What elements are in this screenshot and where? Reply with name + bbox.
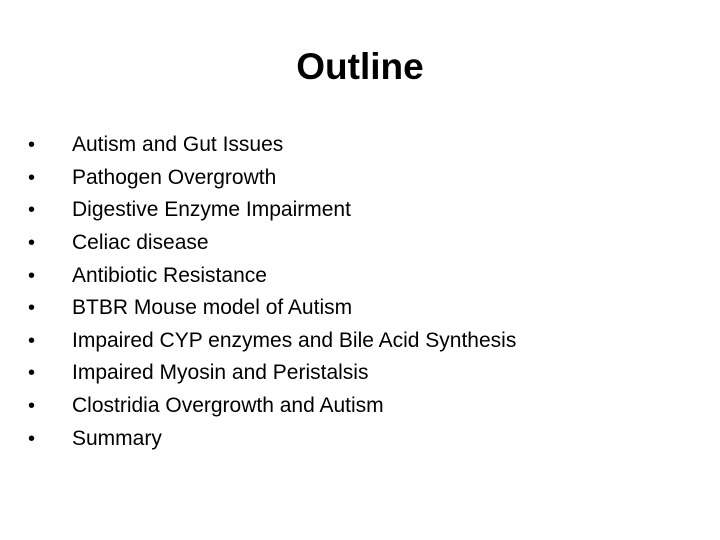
list-item-text: BTBR Mouse model of Autism	[72, 296, 353, 320]
list-item-text: Celiac disease	[72, 231, 209, 255]
bullet-icon: •	[28, 395, 36, 418]
bullet-list	[28, 129, 516, 455]
bullet-icon: •	[28, 362, 36, 385]
list-item-text: Impaired Myosin and Peristalsis	[72, 361, 369, 385]
bullet-icon: •	[28, 427, 36, 450]
bullet-icon: •	[28, 134, 36, 157]
list-item-text: Clostridia Overgrowth and Autism	[72, 394, 384, 418]
list-item	[28, 422, 516, 455]
list-item	[28, 162, 516, 195]
list-item	[28, 194, 516, 227]
list-item-text: Impaired CYP enzymes and Bile Acid Synthesis	[72, 328, 517, 352]
list-item-text: Summary	[72, 426, 162, 450]
list-item-text: Antibiotic Resistance	[72, 263, 267, 287]
list-item-text: Digestive Enzyme Impairment	[72, 198, 351, 222]
bullet-icon: •	[28, 232, 36, 255]
list-item	[28, 259, 516, 292]
bullet-icon: •	[28, 264, 36, 287]
list-item	[28, 129, 516, 162]
list-item-text: Autism and Gut Issues	[72, 133, 284, 157]
bullet-icon: •	[28, 297, 36, 320]
slide-title: Outline	[296, 46, 424, 87]
list-item	[28, 390, 516, 423]
list-item	[28, 227, 516, 260]
bullet-icon: •	[28, 166, 36, 189]
bullet-icon: •	[28, 329, 36, 352]
list-item	[28, 325, 516, 358]
list-item	[28, 357, 516, 390]
list-item	[28, 292, 516, 325]
bullet-icon: •	[28, 199, 36, 222]
list-item-text: Pathogen Overgrowth	[72, 165, 277, 189]
